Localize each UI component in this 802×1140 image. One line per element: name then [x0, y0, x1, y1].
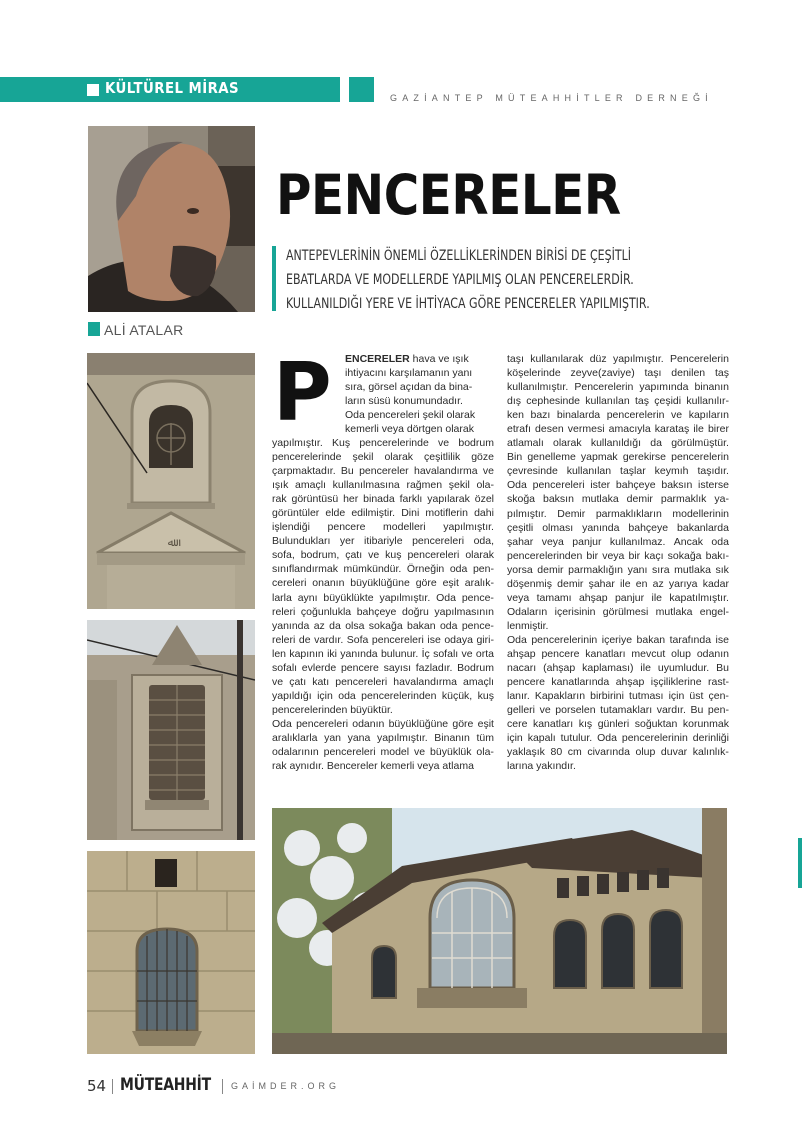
window-photo-balcony: [87, 851, 255, 1054]
text-line: yaklaşık 80 cm civarında olup duvar kalınlık-: [507, 746, 729, 759]
page-edge-tab: [798, 838, 802, 888]
drop-cap: P: [273, 346, 332, 439]
magazine-brand: MÜTEAHHİT: [120, 1075, 211, 1095]
text-line: odalarının pencereleri model ve büyüklük ola-: [272, 746, 494, 759]
text-line: Oda pencereleri ister bahçeye baksın isterse: [507, 479, 729, 492]
text-line: pılmıştır. Demir parmaklıkların modellerinin: [507, 507, 729, 520]
window-photo-arched: [87, 353, 255, 609]
text-column-2: [507, 352, 729, 773]
text-line: Bin genelleme yapmak gerekirse pencerelerin: [507, 451, 729, 464]
text-column-1: [272, 436, 494, 773]
text-line: ken bazı binalarda pencerelerin ve kapıların: [507, 409, 729, 422]
footer-divider: [112, 1079, 113, 1094]
text-line: ışık amaçlı kullanılmasına rağmen şekil ola-: [272, 479, 494, 492]
header-accent-square: [349, 77, 374, 102]
text-line: atlamalı olarak kullanıldığı da görülmüştür.: [507, 437, 729, 450]
text-line: etrafı desen vermesi amacıyla karataş ile birer: [507, 423, 729, 436]
text-line: lanır. Kapakların birbirini tutması için üst çen-: [507, 690, 729, 703]
text-line: pencerelerinden bir veya bir kaçı sokağa bakı-: [507, 549, 729, 562]
window-photo-shutter: [87, 620, 255, 840]
historic-house-photo: [272, 808, 727, 1054]
section-square-icon: [87, 84, 99, 96]
text-line: skoğa baksın mutlaka demir parmaklık ya-: [507, 493, 729, 506]
text-line: larına yakındır.: [507, 760, 576, 773]
lead-line: ANTEPEVLERİNİN ÖNEMLİ ÖZELLİKLERİNDEN BİRİSİ DE ÇEŞİTLİ: [286, 248, 631, 264]
lead-word: ENCERELER: [345, 353, 410, 365]
text-line: pencere kanatlarında ahşap işçiliklerine rast-: [507, 676, 729, 689]
text-line: döşenmiş demir şahar ile en az yarıya kadar: [507, 577, 729, 590]
section-banner: [0, 77, 340, 102]
author-name: ALİ ATALAR: [104, 322, 184, 338]
text-line: çarpmaktadır. Bu pencereler havalandırma ve: [272, 465, 494, 478]
svg-text:ﷲ: ﷲ: [167, 536, 175, 549]
text-line: sofa, bodrum, çatı ve kuş pencereleri olarak: [272, 549, 494, 562]
text-line: sınıflandırmak mümkündür. Örneğin oda pen-: [272, 563, 494, 576]
lead-accent-bar: [272, 246, 276, 311]
text-line: Odaların içerisinin görülmesi mutlaka engel-: [507, 605, 729, 618]
text-line: yorsa demir parmaklığın yanı sıra mutlaka sık: [507, 563, 729, 576]
text-line: kullanılmıştır. Pencerelerin yapımında binanın: [507, 381, 729, 394]
text-line: pencerelerinde şekil olarak çeşitlilik göze: [272, 451, 494, 464]
text-line: işlendiği pencere modelleri yapılmıştır.: [272, 521, 494, 534]
text-line: rak aynıdır. Bencereler kemerli veya atlama: [272, 760, 474, 773]
text-line: ve çatı katı pencereleri havalandırma amaçlı: [272, 675, 494, 688]
author-square-icon: [88, 322, 100, 336]
text-line: releri çoğunlukla bahçeye doğru yapılmasının: [272, 605, 494, 618]
text-line: cereleri onanın büyüklüğüne göre eşit aralık-: [272, 577, 494, 590]
text-line: ihtiyacını karşılamanın yanı: [345, 367, 473, 380]
text-line: yapılmıştır. Kuş pencerelerinde ve bodrum: [272, 437, 494, 449]
text-line: rak görüntüsü her binada farklı yapılarak özel: [272, 493, 494, 506]
text-line: ların süsü konumundadır.: [345, 395, 463, 408]
article-lead: [286, 244, 756, 316]
text-line: veya tamamı ahşap panjur ile kapatılmıştır.: [507, 591, 729, 604]
text-line: cere kanatları kış günleri soğuktan korunmak: [507, 718, 729, 731]
text-line: görüntüler elde edilmiştir. Dini motiflerin dahi: [272, 507, 494, 520]
text-line: pencerelerinden büyüktür.: [272, 703, 393, 716]
text-line: releri de vardır. Sofa pencereleri ise odaya giri-: [272, 633, 494, 646]
text-line: taşı kullanılarak düz yapılmıştır. Pencerelerin: [507, 353, 729, 365]
text-line: için kapalı tutulur. Oda pencerelerinin derinliği: [507, 732, 729, 745]
text-line: ahşap pencere kanatları mevcut olup odanın: [507, 647, 729, 660]
text-line: Oda pencerelerinin içeriye bakan tarafında ise: [507, 633, 729, 646]
text-line: gelleri ve porselen tutamakları vardır. Bu pen-: [507, 704, 729, 717]
association-name: GAZİANTEP MÜTEAHHİTLER DERNEĞİ: [390, 93, 713, 103]
text-line: çevresinde kullanılan taşlar keymıh taşıdır.: [507, 465, 729, 478]
text-line: larla aynı büyüklükte yapılmıştır. Oda pence-: [272, 591, 494, 604]
text-line: köşelerinde zeyve(zaviye) taşı denilen taş: [507, 367, 729, 380]
text-line: [345, 352, 488, 366]
text-line: nacarı (ahşap kaplaması) ile uyumludur. Bu: [507, 662, 729, 675]
text-line: çeşitli olması yanında bahçeye bakanlarda: [507, 521, 729, 534]
text-line: Oda pencereleri odanın büyüklüğüne göre eşit: [272, 717, 494, 730]
text-line: Bulundukları yer itibariyle pencereleri oda,: [272, 535, 494, 548]
lead-line: KULLANILDIĞI YERE VE İHTİYACA GÖRE PENCERELER YAPILMIŞTIR.: [286, 296, 650, 312]
text-line: yanında az da olsa sokağa bakan oda pence-: [272, 619, 494, 632]
text-line: Oda pencereleri şekil olarak: [345, 409, 476, 422]
author-portrait: [88, 126, 255, 312]
text-line: aralıklarla yan yana yapılmıştır. Binanın tüm: [272, 731, 494, 744]
text-line: lenmiştir.: [507, 619, 549, 632]
text-fragment: hava ve ışık: [409, 353, 469, 365]
intro-block: [345, 352, 488, 436]
section-title: KÜLTÜREL MİRAS: [105, 79, 240, 97]
page-number: 54: [87, 1077, 107, 1095]
text-line: sıra, görsel açıdan da bina-: [345, 381, 473, 394]
lead-line: EBATLARDA VE MODELLERDE YAPILMIŞ OLAN PENCERELERDİR.: [286, 272, 634, 288]
text-line: yapıldığı için oda pencerelerinden küçük, kuş: [272, 689, 494, 702]
footer-divider: [222, 1079, 223, 1094]
text-line: sofalı evlerde pencere sayısı fazladır. Bodrum: [272, 661, 494, 674]
text-line: dış cephesinde kullanılan taş çeşidi kullanılır-: [507, 395, 729, 408]
website-link[interactable]: GAİMDER.ORG: [231, 1081, 341, 1091]
article-title: PENCERELER: [276, 163, 621, 227]
text-line: kemerli veya dörtgen olarak: [345, 423, 474, 436]
text-line: len kapının iki yanında bulunur. İç sofalı ve orta: [272, 647, 494, 660]
text-line: şahar veya panjur kullanılmaz. Ancak oda: [507, 535, 729, 548]
